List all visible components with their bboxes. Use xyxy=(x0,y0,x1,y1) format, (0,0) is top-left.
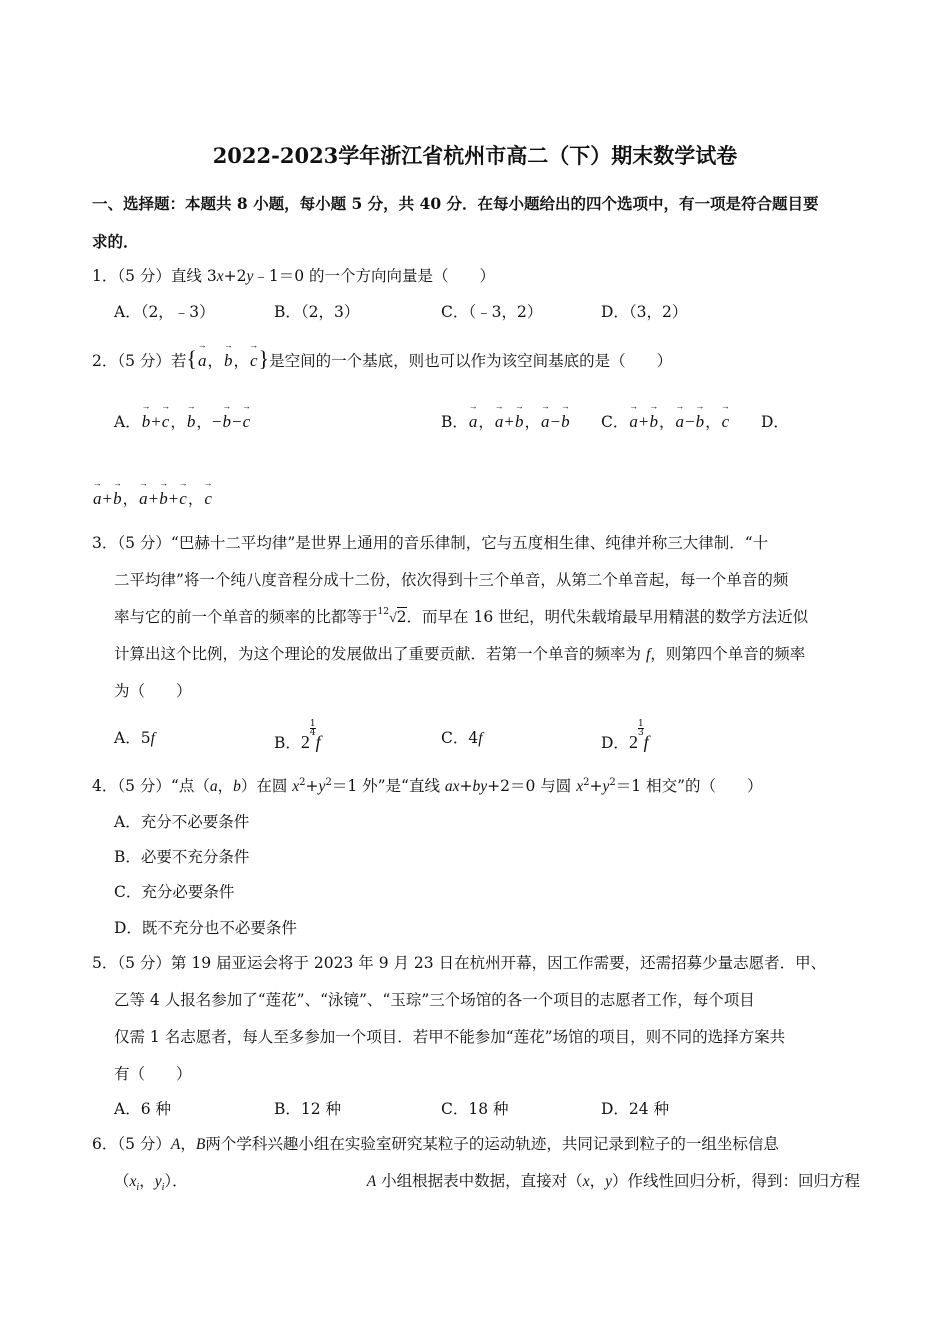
question-5-line-3: 仅需 1 名志愿者，每人至多参加一个项目．若甲不能参加“莲花”场馆的项目，则不同的选择方案共 xyxy=(114,1028,786,1046)
q3-option-a: A．5f xyxy=(114,729,155,747)
q4-option-d: D．既不充分也不必要条件 xyxy=(114,919,297,937)
q4-option-c: C．充分必要条件 xyxy=(114,883,235,901)
question-5-line-2: 乙等 4 人报名参加了“莲花”、“泳镜”、“玉琮”三个场馆的各一个项目的志愿者工作，每个项目 xyxy=(114,991,755,1009)
q5-option-b: B．12 种 xyxy=(274,1100,342,1118)
q2-option-b: B．→ a，→ a+→ b，→ a−→ b xyxy=(441,410,571,432)
question-3-line-2: 二平均律”将一个纯八度音程分成十二份，依次得到十三个单音，从第二个单音起，每一个单音的频 xyxy=(114,571,789,589)
q5-option-a: A．6 种 xyxy=(114,1100,171,1118)
page-title: 2022-2023学年浙江省杭州市高二（下）期末数学试卷 xyxy=(212,143,738,168)
question-5-line-1: 5．（5 分）第 19 届亚运会将于 2023 年 9 月 23 日在杭州开幕，因工作需要，还需招募少量志愿者．甲、 xyxy=(92,954,827,972)
question-3-line-5: 为（ ） xyxy=(114,682,192,700)
q2-option-d: → a+→ b，→ a+→ b+→ c，→ c xyxy=(92,487,213,509)
q1-option-a: A．（2，﹣3） xyxy=(114,303,215,321)
section-heading-cont: 求的． xyxy=(92,232,139,251)
root-index: 12 xyxy=(377,607,389,617)
q2-option-d-label: D． xyxy=(761,413,789,431)
q1-option-c: C．（﹣3，2） xyxy=(441,303,543,321)
q4-option-a: A．充分不必要条件 xyxy=(114,813,250,831)
q3-option-c: C．4f xyxy=(441,729,483,747)
q5-option-d: D．24 种 xyxy=(601,1100,670,1118)
q1-option-d: D．（3，2） xyxy=(601,303,688,321)
q5-option-c: C．18 种 xyxy=(441,1100,509,1118)
q4-option-b: B．必要不充分条件 xyxy=(114,848,250,866)
question-6-line-2: （$x_i$，$y_i$）． A 小组根据表中数据，直接对（x，y）作线性回归分析，得到：回归方程 xyxy=(114,1172,860,1194)
question-1-stem: 1．（5 分）直线 3x+2y﹣1＝0 的一个方向向量是（ ） xyxy=(92,267,495,285)
question-3-line-4: 计算出这个比例，为这个理论的发展做出了重要贡献．若第一个单音的频率为 f，则第四个单音的频率 xyxy=(114,645,806,663)
q3-option-d: D．$2\frac{1}{3}$ f xyxy=(601,719,649,752)
question-3-line-1: 3．（5 分）“巴赫十二平均律”是世界上通用的音乐律制，它与五度相生律、纯律并称三大律制．“十 xyxy=(92,534,769,552)
question-5-line-4: 有（ ） xyxy=(114,1065,192,1083)
question-6-line-1: 6．（5 分）A，B两个学科兴趣小组在实验室研究某粒子的运动轨迹，共同记录到粒子的一组坐标信息 xyxy=(92,1135,779,1153)
q1-option-b: B．（2，3） xyxy=(274,303,360,321)
q3-option-b: B．$2\frac{1}{4}$ f xyxy=(274,719,321,752)
q2-option-a: A．→ b+→ c，→ b，−→ b−→ c xyxy=(114,410,251,432)
question-3-line-3: 率与它的前一个单音的频率的比都等于$^{12}$√2．而早在 16 世纪，明代朱载堉最早用精湛的数学方法近似 xyxy=(114,607,809,626)
question-4-stem: 4．（5 分）“点（a，b）在圆 $x^2+y^2=1$ 外”是“直线 ax+by+2＝0 与圆 $x^2+y^2=1$ 相交”的（ ） xyxy=(92,776,763,795)
question-2-stem: 2．（5 分）若{→ a，→ b，→ c}是空间的一个基底，则也可以作为该空间基底的是（ ） xyxy=(92,346,672,372)
q2-option-c: C．→ a+→ b，→ a−→ b，→ c xyxy=(601,410,730,432)
section-heading: 一、选择题：本题共 8 小题，每小题 5 分，共 40 分．在每小题给出的四个选项中，有一项是符合题目要 xyxy=(92,194,819,213)
